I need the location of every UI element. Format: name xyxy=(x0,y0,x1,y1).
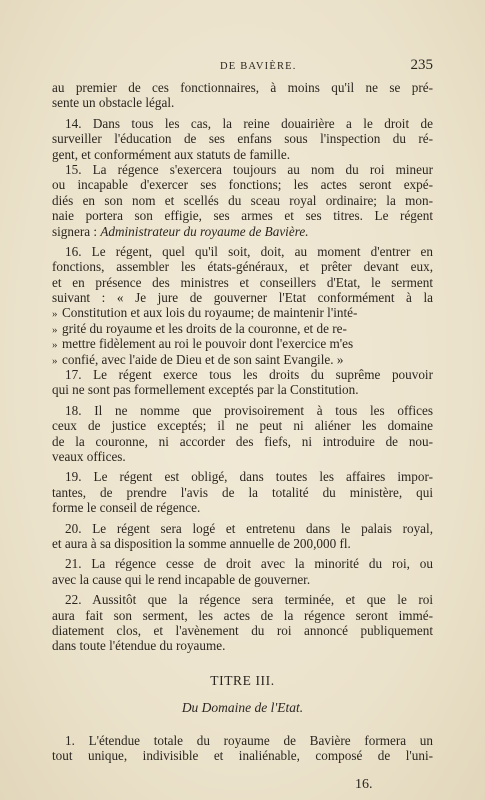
text-line: suivant : « Je jure de gouverner l'Etat conformément à la xyxy=(52,290,433,306)
text-line xyxy=(52,336,433,351)
quote-mark: » xyxy=(52,354,58,367)
text-line: veaux offices. xyxy=(52,448,126,464)
oath-line: Constitution et aux lois du royaume; de maintenir l'inté- xyxy=(62,305,358,321)
article-22-line: 22. Aussitôt que la régence sera terminée, et que le roi xyxy=(65,592,433,608)
article-1-line: 1. L'étendue totale du royaume de Bavière formera un xyxy=(65,732,433,748)
text-line: avec la cause qui le rend incapable de gouverner. xyxy=(52,571,311,587)
text-line: tantes, de prendre l'avis de la totalité du ministère, qui xyxy=(52,484,433,500)
signature-intro: signera : xyxy=(52,223,98,239)
text-line: forme le conseil de régence. xyxy=(52,500,201,516)
quote-mark: » xyxy=(52,339,58,352)
text-line: ou incapable d'exercer ses fonctions; les actes seront expé- xyxy=(52,177,433,193)
gathering-signature: 16. xyxy=(355,777,373,792)
text-line xyxy=(52,352,433,367)
oath-line: grité du royaume et les droits de la couronne, et de re- xyxy=(62,320,347,336)
oath-line: confié, avec l'aide de Dieu et de son saint Evangile. » xyxy=(62,351,344,367)
running-title: DE BAVIÈRE. xyxy=(220,61,297,72)
text-line: et en présence des ministres et conseillers d'Etat, le serment xyxy=(52,274,433,290)
page-header xyxy=(52,58,433,80)
article-18-line: 18. Il ne nomme que provisoirement à tous les offices xyxy=(65,402,433,418)
article-16-line: 16. Le régent, quel qu'il soit, doit, au moment d'entrer en xyxy=(65,243,433,259)
section-subtitle: Du Domaine de l'Etat. xyxy=(181,699,304,715)
text-line: naie portera son effigie, ses armes et ses titres. Le régent xyxy=(52,208,433,224)
quote-mark: » xyxy=(52,308,58,321)
article-14-line: 14. Dans tous les cas, la reine douairière a le droit de xyxy=(65,115,433,131)
body-text xyxy=(52,80,433,763)
oath-line: mettre fidèlement au roi le pouvoir dont l'exercice m'es xyxy=(62,336,354,352)
text-line: dans toute l'étendue du royaume. xyxy=(52,638,226,654)
text-line xyxy=(52,321,433,336)
text-line: tout unique, indivisible et inaliénable, composé de l'uni- xyxy=(52,748,433,764)
text-line: sente un obstacle légal. xyxy=(52,95,175,111)
article-15-line: 15. La régence s'exercera toujours au nom du roi mineur xyxy=(65,161,433,177)
text-line: ceux de justice exceptés; il ne peut ni aliéner les domaine xyxy=(52,418,433,434)
text-line: aura fait son serment, les actes de la régence seront immé- xyxy=(52,607,433,623)
section-title: TITRE III. xyxy=(210,672,275,688)
text-line xyxy=(52,305,433,320)
text-line: diatement clos, et l'avènement du roi annoncé publiquement xyxy=(52,622,433,638)
quote-mark: » xyxy=(52,323,58,336)
article-21-line: 21. La régence cesse de droit avec la minorité du roi, ou xyxy=(65,556,433,572)
page-number: 235 xyxy=(410,57,433,73)
text-line: au premier de ces fonctionnaires, à moins qu'il ne se pré- xyxy=(52,80,433,95)
article-19-line: 19. Le régent est obligé, dans toutes les affaires impor- xyxy=(65,469,433,485)
text-line: surveiller l'éducation de ses enfans sous l'inspection du ré- xyxy=(52,131,433,147)
signature-formula: Administrateur du royaume de Bavière. xyxy=(100,223,309,239)
article-20-line: 20. Le régent sera logé et entretenu dans le palais royal, xyxy=(65,520,433,536)
text-line: gent, et conformément aux statuts de famille. xyxy=(52,146,291,162)
text-line: qui ne sont pas formellement exceptés par la Constitution. xyxy=(52,382,359,398)
text-line: de la couronne, ni accorder des fiefs, ni introduire de nou- xyxy=(52,433,433,449)
text-line: et aura à sa disposition la somme annuelle de 200,000 fl. xyxy=(52,535,351,551)
text-line: fonctions, assembler les états-généraux, et prêter devant eux, xyxy=(52,259,433,275)
text-line: diés en son nom et scellés du sceau royal ordinaire; la mon- xyxy=(52,192,433,208)
text-line xyxy=(52,224,433,239)
article-17-line: 17. Le régent exerce tous les droits du suprême pouvoir xyxy=(65,367,433,383)
